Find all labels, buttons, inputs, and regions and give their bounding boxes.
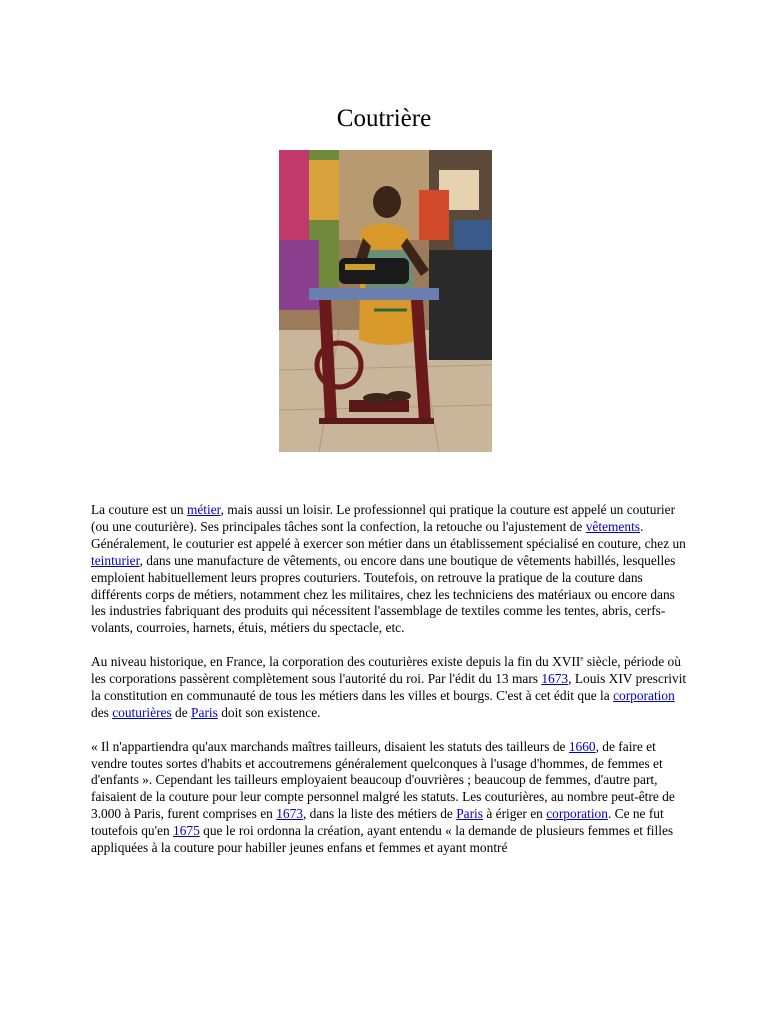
text-run: La couture est un	[91, 502, 187, 517]
link-1675[interactable]: 1675	[173, 823, 200, 839]
superscript: e	[580, 654, 584, 663]
link-corporation[interactable]: corporation	[546, 806, 608, 822]
link-métier[interactable]: métier	[186, 502, 221, 517]
link-teinturier[interactable]: teinturier	[91, 552, 140, 568]
link-paris[interactable]: Paris	[456, 806, 483, 822]
link-paris[interactable]: Paris	[191, 704, 218, 720]
text-run: . Ce ne fut toutefois qu'en	[91, 806, 664, 839]
article-body	[91, 502, 687, 874]
text-run: , dans la liste des métiers de	[302, 806, 457, 822]
paragraph-history	[91, 654, 687, 722]
link-1673[interactable]: 1673	[541, 671, 569, 687]
text-run: à ériger en	[483, 806, 547, 822]
text-run: de	[171, 704, 192, 720]
text-run: doit son existence.	[217, 704, 321, 720]
link-couturières[interactable]: couturières	[112, 704, 172, 720]
link-1660[interactable]: 1660	[568, 738, 596, 754]
text-run: Au niveau historique, en France, la corporation des couturières existe depuis la fin du XVII	[91, 654, 581, 670]
page-title: Coutrière	[336, 105, 432, 132]
text-run: , mais aussi un loisir. Le professionnel qui pratique la couture est appelé un couturier (ou une couturière). Ses principales tâches sont la confection, la retouche ou l'ajustement de	[91, 502, 676, 534]
text-run: , dans une manufacture de vêtements, ou encore dans une boutique de vêtements habillés, lesquelles emploient habituellement leurs propres couturiers. Toutefois, on retrouve la pratique de la couture dans différents corps de métiers, notamment chez les militaires, chez les techniciens des matériaux ou encore dans les industries fabriquant des produits qui nécessitent l'assemblage de textiles comme les tentes, abris, cerfs-volants, courroies, harnets, étuis, métiers du spectacle, etc.	[91, 552, 676, 636]
text-run: . Généralement, le couturier est appelé à exercer son métier dans un établissement spécialisé en couture, chez un	[91, 518, 686, 551]
link-1673[interactable]: 1673	[276, 806, 303, 822]
text-run: « Il n'appartiendra qu'aux marchands maîtres tailleurs, disaient les statuts des tailleurs de	[91, 738, 569, 754]
text-run: , Louis XIV prescrivit la constitution en communauté de tous les métiers dans les villes et bourgs. C'est à cet édit que la	[91, 671, 687, 703]
text-run: , de faire et vendre toutes sortes d'habits et accoutremens généralement quelconques à l'usage d'hommes, de femmes et d'enfants ». Cependant les tailleurs employaient beaucoup d'ouvrières ; beaucoup de femmes, d'autre part, faisaient de la couture pour leur compte personnel malgré les statuts. Les couturières, au nombre peut-être de 3.000 à Paris, furent comprises en	[91, 738, 675, 822]
link-corporation[interactable]: corporation	[613, 687, 675, 703]
seamstress-photo	[279, 150, 492, 452]
paragraph-statutes	[91, 739, 687, 857]
paragraph-definition	[91, 502, 687, 637]
text-run: siècle, période où les corporations passèrent complètement sous l'autorité du roi. Par l'édit du 13 mars	[91, 654, 681, 687]
link-vêtements[interactable]: vêtements	[585, 518, 641, 534]
text-run: des	[91, 704, 113, 720]
text-run: que le roi ordonna la création, ayant entendu « la demande de plusieurs femmes et filles appliquées à la couture pour habiller jeunes enfans et femmes et ayant montré	[91, 823, 674, 856]
